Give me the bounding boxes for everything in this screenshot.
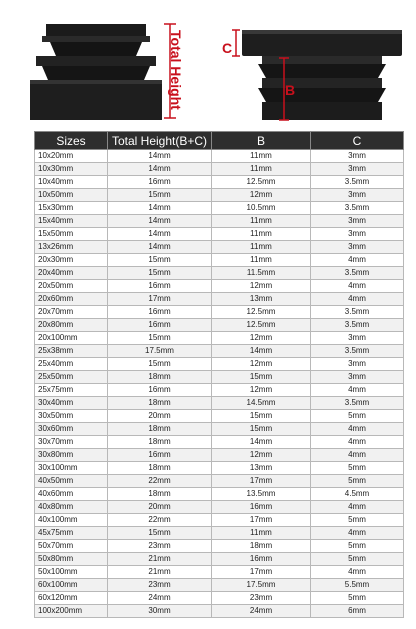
size-cell: 40x50mm — [35, 475, 108, 488]
table-row — [35, 267, 404, 280]
table-row — [35, 189, 404, 202]
c-cell: 3.5mm — [311, 202, 404, 215]
size-cell: 20x30mm — [35, 254, 108, 267]
table-row — [35, 514, 404, 527]
total-height-cell: 22mm — [108, 514, 212, 527]
total-height-cell: 23mm — [108, 579, 212, 592]
total-height-cell: 23mm — [108, 540, 212, 553]
b-cell: 16mm — [212, 501, 311, 514]
table-row — [35, 527, 404, 540]
total-height-cell: 20mm — [108, 501, 212, 514]
total-height-cell: 21mm — [108, 553, 212, 566]
c-cell: 6mm — [311, 605, 404, 618]
table-row — [35, 423, 404, 436]
size-cell: 20x100mm — [35, 332, 108, 345]
c-cell: 4mm — [311, 254, 404, 267]
size-cell: 30x40mm — [35, 397, 108, 410]
b-cell: 12mm — [212, 449, 311, 462]
table-row — [35, 306, 404, 319]
size-cell: 20x80mm — [35, 319, 108, 332]
b-cell: 16mm — [212, 553, 311, 566]
size-cell: 20x40mm — [35, 267, 108, 280]
b-cell: 13mm — [212, 293, 311, 306]
c-cell: 3mm — [311, 358, 404, 371]
b-cell: 12mm — [212, 384, 311, 397]
c-cell: 4mm — [311, 280, 404, 293]
b-cell: 17.5mm — [212, 579, 311, 592]
b-cell: 11mm — [212, 228, 311, 241]
c-cell: 4mm — [311, 501, 404, 514]
c-cell: 5mm — [311, 410, 404, 423]
c-cell: 4.5mm — [311, 488, 404, 501]
b-cell: 11mm — [212, 150, 311, 163]
total-height-cell: 15mm — [108, 189, 212, 202]
size-cell: 40x80mm — [35, 501, 108, 514]
b-cell: 13.5mm — [212, 488, 311, 501]
size-cell: 25x50mm — [35, 371, 108, 384]
dimension-b-label: B — [285, 82, 296, 98]
b-cell: 15mm — [212, 371, 311, 384]
header-b: B — [212, 132, 311, 150]
b-cell: 15mm — [212, 410, 311, 423]
total-height-cell: 16mm — [108, 176, 212, 189]
header-sizes: Sizes — [35, 132, 108, 150]
size-cell: 30x100mm — [35, 462, 108, 475]
table-row — [35, 358, 404, 371]
b-cell: 17mm — [212, 514, 311, 527]
b-cell: 12mm — [212, 332, 311, 345]
c-cell: 3mm — [311, 371, 404, 384]
total-height-cell: 15mm — [108, 358, 212, 371]
table-row — [35, 475, 404, 488]
c-cell: 3.5mm — [311, 306, 404, 319]
size-spec-table — [34, 131, 404, 618]
table-row — [35, 345, 404, 358]
size-cell: 15x40mm — [35, 215, 108, 228]
table-row — [35, 150, 404, 163]
c-cell: 4mm — [311, 436, 404, 449]
total-height-cell: 15mm — [108, 267, 212, 280]
b-cell: 12.5mm — [212, 176, 311, 189]
b-cell: 12.5mm — [212, 319, 311, 332]
total-height-cell: 17mm — [108, 293, 212, 306]
table-row — [35, 215, 404, 228]
c-cell: 3.5mm — [311, 267, 404, 280]
total-height-cell: 17.5mm — [108, 345, 212, 358]
total-height-cell: 18mm — [108, 488, 212, 501]
size-cell: 40x100mm — [35, 514, 108, 527]
b-cell: 13mm — [212, 462, 311, 475]
table-row — [35, 254, 404, 267]
c-cell: 4mm — [311, 293, 404, 306]
total-height-cell: 14mm — [108, 241, 212, 254]
total-height-cell: 14mm — [108, 215, 212, 228]
c-cell: 3.5mm — [311, 345, 404, 358]
b-cell: 12mm — [212, 358, 311, 371]
table-row — [35, 397, 404, 410]
total-height-cell: 16mm — [108, 449, 212, 462]
table-row — [35, 462, 404, 475]
b-cell: 11mm — [212, 527, 311, 540]
table-row — [35, 449, 404, 462]
c-cell: 3mm — [311, 332, 404, 345]
table-row — [35, 332, 404, 345]
c-cell: 3mm — [311, 241, 404, 254]
table-row — [35, 579, 404, 592]
c-cell: 4mm — [311, 449, 404, 462]
size-cell: 10x50mm — [35, 189, 108, 202]
total-height-cell: 16mm — [108, 280, 212, 293]
table-row — [35, 605, 404, 618]
c-cell: 4mm — [311, 384, 404, 397]
table-row — [35, 228, 404, 241]
table-header-row — [35, 132, 404, 150]
b-cell: 12.5mm — [212, 306, 311, 319]
size-cell: 45x75mm — [35, 527, 108, 540]
c-cell: 5mm — [311, 592, 404, 605]
size-cell: 25x40mm — [35, 358, 108, 371]
b-cell: 12mm — [212, 189, 311, 202]
table-row — [35, 488, 404, 501]
size-cell: 30x80mm — [35, 449, 108, 462]
b-cell: 14mm — [212, 436, 311, 449]
b-cell: 11mm — [212, 215, 311, 228]
table-row — [35, 293, 404, 306]
size-cell: 13x26mm — [35, 241, 108, 254]
size-cell: 10x30mm — [35, 163, 108, 176]
c-cell: 3.5mm — [311, 397, 404, 410]
size-cell: 10x20mm — [35, 150, 108, 163]
c-cell: 5mm — [311, 462, 404, 475]
size-cell: 20x60mm — [35, 293, 108, 306]
b-cell: 18mm — [212, 540, 311, 553]
c-cell: 4mm — [311, 423, 404, 436]
c-cell: 5mm — [311, 553, 404, 566]
dimension-c-label: C — [222, 40, 233, 56]
total-height-cell: 21mm — [108, 566, 212, 579]
size-cell: 50x80mm — [35, 553, 108, 566]
total-height-cell: 15mm — [108, 332, 212, 345]
b-cell: 10.5mm — [212, 202, 311, 215]
c-cell: 3mm — [311, 228, 404, 241]
size-cell: 40x60mm — [35, 488, 108, 501]
table-body — [35, 150, 404, 618]
header-total-height: Total Height(B+C) — [108, 132, 212, 150]
b-cell: 17mm — [212, 566, 311, 579]
table-row — [35, 410, 404, 423]
size-cell: 25x38mm — [35, 345, 108, 358]
c-cell: 3.5mm — [311, 176, 404, 189]
end-cap-side-photo — [28, 22, 178, 122]
b-cell: 11mm — [212, 163, 311, 176]
table-row — [35, 176, 404, 189]
b-cell: 11mm — [212, 254, 311, 267]
table-row — [35, 566, 404, 579]
c-cell: 3mm — [311, 150, 404, 163]
c-cell: 3mm — [311, 189, 404, 202]
total-height-cell: 16mm — [108, 306, 212, 319]
table-row — [35, 384, 404, 397]
c-cell: 3.5mm — [311, 319, 404, 332]
b-cell: 11mm — [212, 241, 311, 254]
b-cell: 14mm — [212, 345, 311, 358]
size-cell: 25x75mm — [35, 384, 108, 397]
b-cell: 12mm — [212, 280, 311, 293]
c-cell: 4mm — [311, 527, 404, 540]
b-cell: 24mm — [212, 605, 311, 618]
table-row — [35, 163, 404, 176]
size-cell: 15x30mm — [35, 202, 108, 215]
size-cell: 20x50mm — [35, 280, 108, 293]
c-cell: 5mm — [311, 514, 404, 527]
table-row — [35, 371, 404, 384]
c-cell: 4mm — [311, 566, 404, 579]
b-cell: 17mm — [212, 475, 311, 488]
table-row — [35, 280, 404, 293]
size-cell: 60x100mm — [35, 579, 108, 592]
end-cap-dimension-photo — [232, 28, 404, 124]
header-c: C — [311, 132, 404, 150]
total-height-label: Total Height — [168, 30, 184, 110]
table-row — [35, 319, 404, 332]
c-cell: 5mm — [311, 540, 404, 553]
table-row — [35, 540, 404, 553]
total-height-cell: 14mm — [108, 150, 212, 163]
total-height-cell: 15mm — [108, 527, 212, 540]
size-cell: 15x50mm — [35, 228, 108, 241]
total-height-cell: 18mm — [108, 436, 212, 449]
total-height-cell: 14mm — [108, 228, 212, 241]
size-cell: 60x120mm — [35, 592, 108, 605]
size-cell: 50x100mm — [35, 566, 108, 579]
size-cell: 50x70mm — [35, 540, 108, 553]
b-cell: 15mm — [212, 423, 311, 436]
total-height-cell: 14mm — [108, 163, 212, 176]
c-cell: 5.5mm — [311, 579, 404, 592]
c-cell: 5mm — [311, 475, 404, 488]
c-cell: 3mm — [311, 163, 404, 176]
total-height-cell: 24mm — [108, 592, 212, 605]
size-cell: 10x40mm — [35, 176, 108, 189]
size-cell: 30x70mm — [35, 436, 108, 449]
b-cell: 23mm — [212, 592, 311, 605]
total-height-cell: 15mm — [108, 254, 212, 267]
size-cell: 30x60mm — [35, 423, 108, 436]
total-height-cell: 30mm — [108, 605, 212, 618]
b-cell: 14.5mm — [212, 397, 311, 410]
table-row — [35, 592, 404, 605]
total-height-cell: 22mm — [108, 475, 212, 488]
total-height-cell: 16mm — [108, 384, 212, 397]
total-height-cell: 20mm — [108, 410, 212, 423]
table-row — [35, 202, 404, 215]
table-row — [35, 501, 404, 514]
table-row — [35, 436, 404, 449]
total-height-cell: 18mm — [108, 397, 212, 410]
table-row — [35, 553, 404, 566]
size-cell: 30x50mm — [35, 410, 108, 423]
total-height-cell: 14mm — [108, 202, 212, 215]
b-cell: 11.5mm — [212, 267, 311, 280]
size-cell: 100x200mm — [35, 605, 108, 618]
total-height-cell: 18mm — [108, 462, 212, 475]
total-height-cell: 18mm — [108, 371, 212, 384]
total-height-cell: 16mm — [108, 319, 212, 332]
product-photos — [0, 0, 416, 126]
total-height-cell: 18mm — [108, 423, 212, 436]
size-cell: 20x70mm — [35, 306, 108, 319]
table-row — [35, 241, 404, 254]
c-cell: 3mm — [311, 215, 404, 228]
